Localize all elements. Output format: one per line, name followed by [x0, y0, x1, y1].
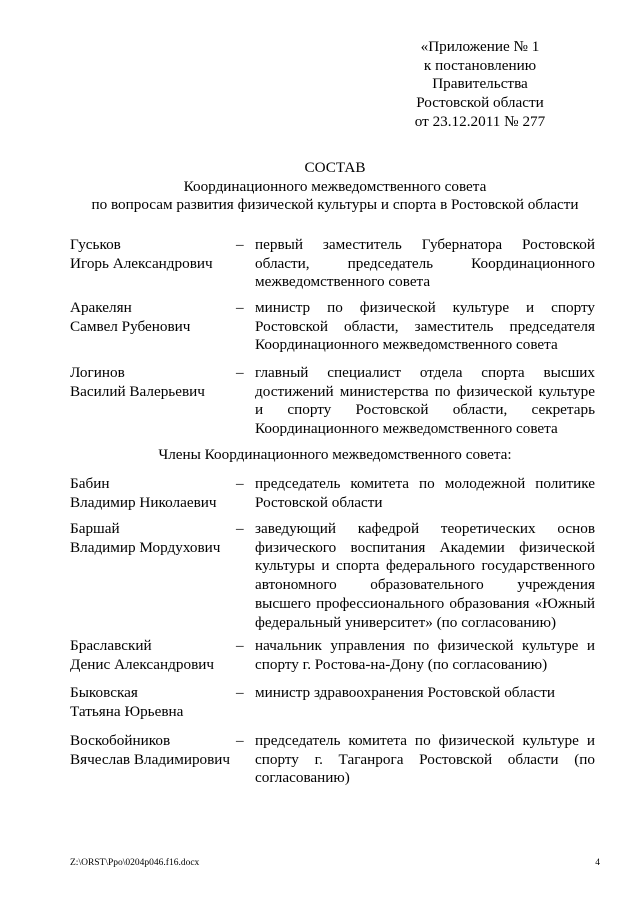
appendix-line: к постановлению [423, 56, 537, 74]
person-position: министр здравоохранения Ростовской области [255, 684, 555, 701]
person-given-name: Самвел Рубенович [70, 317, 191, 335]
person-surname: Бабин [70, 475, 110, 492]
appendix-block [380, 38, 580, 132]
person-position: начальник управления по физической культуре и спорту г. Ростова-на-Дону (по согласованию) [255, 637, 595, 673]
person-given-name: Игорь Александрович [70, 254, 213, 272]
person-given-name: Вячеслав Владимирович [70, 750, 231, 768]
person-surname: Логинов [70, 364, 125, 381]
dash-separator: – [236, 732, 244, 749]
person-name [70, 364, 238, 401]
dash-separator: – [236, 520, 244, 537]
person-given-name: Татьяна Юрьевна [70, 702, 184, 720]
footer-file-path: Z:\ORST\Ppo\0204p046.f16.docx [70, 858, 200, 868]
person-surname: Аракелян [70, 299, 132, 316]
person-given-name: Владимир Николаевич [70, 493, 217, 511]
person-given-name: Денис Александрович [70, 655, 215, 673]
dash-separator: – [236, 684, 244, 701]
person-surname: Воскобойников [70, 732, 171, 749]
dash-separator: – [236, 637, 244, 654]
person-name [70, 236, 238, 273]
title-line-1: Координационного межведомственного совета [183, 177, 487, 195]
person-position: председатель комитета по молодежной политике Ростовской области [255, 475, 595, 511]
appendix-line: Ростовской области [416, 94, 544, 112]
appendix-line: Правительства [432, 75, 528, 93]
person-surname: Быковская [70, 684, 138, 701]
title-line-2: по вопросам развития физической культуры и спорта в Ростовской области [91, 196, 579, 214]
dash-separator: – [236, 364, 244, 381]
document-title [70, 159, 600, 215]
person-name [70, 637, 238, 674]
person-position: заведующий кафедрой теоретических основ физического воспитания Академии физической культуры и спорта федерального государственного автономного образовательного учреждения высшего профессионального образования «Южный федеральный университет» (по согласованию) [255, 520, 595, 631]
person-name [70, 299, 238, 336]
person-given-name: Василий Валерьевич [70, 382, 205, 400]
person-surname: Гуськов [70, 236, 121, 253]
person-given-name: Владимир Мордухович [70, 538, 221, 556]
appendix-line: от 23.12.2011 № 277 [414, 112, 546, 130]
appendix-line: «Приложение № 1 [420, 38, 540, 55]
person-name [70, 732, 238, 769]
person-position: председатель комитета по физической культуре и спорту г. Таганрога Ростовской области (по согласованию) [255, 732, 595, 787]
person-position: первый заместитель Губернатора Ростовской области, председатель Координационного межведомственного совета [255, 236, 595, 291]
person-name [70, 520, 238, 557]
person-position: министр по физической культуре и спорту Ростовской области, заместитель председателя Координационного межведомственного совета [255, 299, 595, 354]
page-number: 4 [595, 858, 600, 868]
dash-separator: – [236, 475, 244, 492]
person-name [70, 684, 238, 721]
dash-separator: – [236, 299, 244, 316]
person-surname: Баршай [70, 520, 120, 537]
members-heading: Члены Координационного межведомственного совета: [158, 446, 512, 463]
title-heading: СОСТАВ [304, 159, 366, 176]
person-position: главный специалист отдела спорта высших достижений министерства по физической культуре и спорту Ростовской области, секретарь Координационного межведомственного совета [255, 364, 595, 438]
person-surname: Браславский [70, 637, 152, 654]
person-name [70, 475, 238, 512]
dash-separator: – [236, 236, 244, 253]
